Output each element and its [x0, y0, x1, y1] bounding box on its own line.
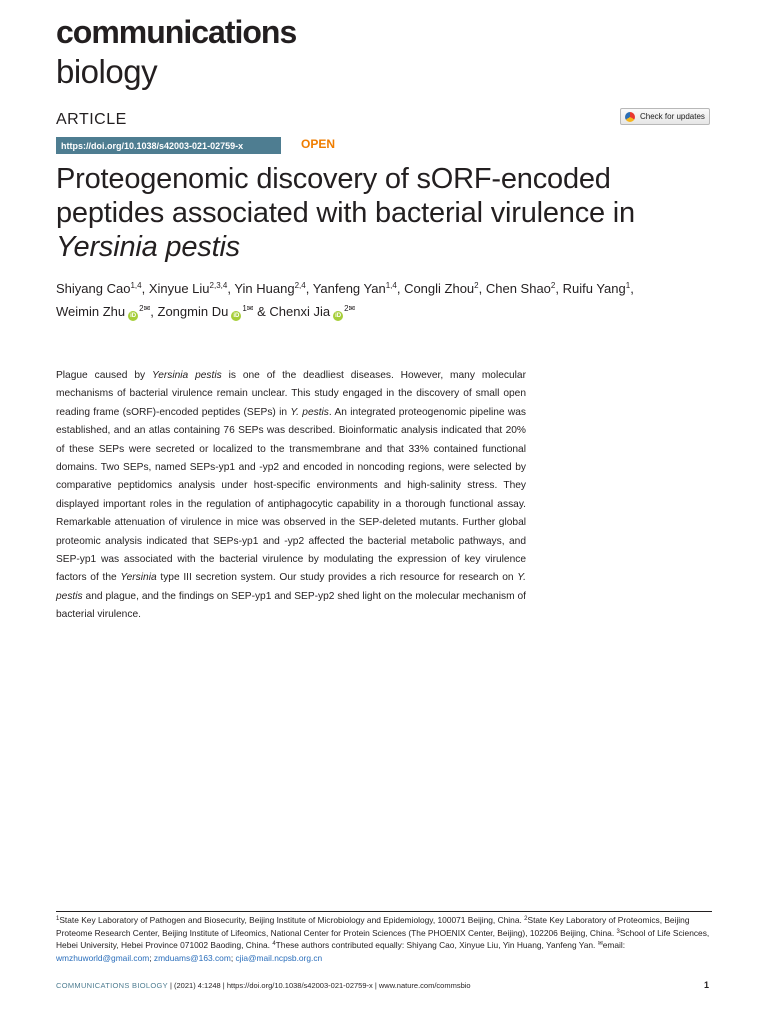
author-affiliation: 2	[474, 281, 479, 290]
author-separator: &	[253, 304, 270, 319]
author[interactable]: Chenxi Jia	[269, 304, 331, 319]
author[interactable]: Xinyue Liu	[148, 281, 210, 296]
open-access-label: OPEN	[301, 137, 336, 151]
author[interactable]: Congli Zhou	[404, 281, 475, 296]
author[interactable]: Chen Shao	[485, 281, 551, 296]
footer-citation: | (2021) 4:1248 | https://doi.org/10.1038/s42003-021-02759-x | www.nature.com/commsbio	[167, 981, 471, 990]
doi-badge[interactable]: https://doi.org/10.1038/s42003-021-02759-x	[56, 137, 281, 154]
author-affiliation: 1,4	[130, 281, 142, 290]
author-separator: ,	[478, 281, 486, 296]
author[interactable]: Weimin Zhu	[56, 304, 126, 319]
journal-name-line2: biology	[56, 53, 158, 90]
email-icon: ✉	[597, 941, 603, 947]
email-link[interactable]: zmduams@163.com	[153, 952, 231, 963]
footnote-divider	[56, 911, 712, 912]
author-separator: ,	[227, 281, 235, 296]
author-separator: ,	[305, 281, 313, 296]
title-line-3: Yersinia pestis	[56, 231, 240, 263]
orcid-icon[interactable]: iD	[130, 313, 137, 319]
email-link[interactable]: cjia@mail.ncpsb.org.cn	[235, 952, 323, 963]
title-line-2: peptides associated with bacterial virulence in	[56, 197, 635, 229]
author[interactable]: Zongmin Du	[157, 304, 229, 319]
author-list	[56, 277, 716, 323]
author[interactable]: Yin Huang	[234, 281, 295, 296]
title-line-1: Proteogenomic discovery of sORF-encoded	[56, 163, 611, 195]
crossmark-icon	[625, 112, 635, 122]
author[interactable]: Yanfeng Yan	[312, 281, 386, 296]
author-separator: ,	[150, 304, 158, 319]
author-separator: ,	[396, 281, 405, 296]
check-for-updates-button[interactable]	[620, 108, 710, 125]
author-affiliation: 1,4	[385, 281, 397, 290]
page-number: 1	[704, 980, 710, 990]
email-link[interactable]: wmzhuworld@gmail.com	[56, 952, 150, 963]
affiliations-footnote: $^1$State Key Laboratory of Pathogen and Biosecurity, Beijing Institute of Microbiology and Epidemiology, 100071 Beijing, China. $^2$State Key Laboratory of Proteomics, Beijing Proteome Research Center, Beijing Institute of Lifeomics, National Center for Protein Sciences (The PHOENIX Center, Beijing), 102206 Beijing, China. $^3$School of Life Sciences, Hebei University, Hebei Province 071002 Baoding, China. $^4$These authors contributed equally: Shiyang Cao, Xinyue Liu, Yin Huang, Yanfeng Yan. ✉email: wmzhuworld@gmail.com; zmduams@163.com; cjia@mail.ncpsb.org.cn	[56, 915, 710, 963]
article-title	[56, 162, 696, 264]
author-affiliation: 2	[550, 281, 556, 290]
author-affiliation: 2✉	[344, 304, 356, 313]
journal-name-line1: communications	[56, 14, 297, 50]
author-affiliation: 2✉	[139, 304, 151, 313]
author[interactable]: Ruifu Yang	[562, 281, 626, 296]
abstract: Plague caused by Yersinia pestis is one of the deadliest diseases. However, many molecular mechanisms of bacterial virulence remain unclear. This study engaged in the discovery of small open reading frame (sORF)-encoded peptides (SEPs) in Y. pestis. An integrated proteogenomic pipeline was established, and an atlas containing 76 SEPs was described. Bioinformatic analysis indicated that 20% of these SEPs were secreted or localized to the transmembrane and that 33% contained functional domains. Two SEPs, named SEPs-yp1 and -yp2 and encoded in noncoding regions, were selected by comparative peptidomics analysis under host-specific environments and high-salinity stress. They displayed important roles in the regulation of antiphagocytic capability in a thorough functional assay. Remarkable attenuation of virulence in mice was observed in the SEP-deleted mutants. Further global proteomic analysis indicated that SEPs-yp1 and -yp2 affected the bacterial metabolic pathways, and SEP-yp1 was associated with the bacterial virulence by modulating the expression of key virulence factors of the Yersinia type III secretion system. Our study provides a rich resource for research on Y. pestis and plague, and the findings on SEP-yp1 and SEP-yp2 shed light on the molecular mechanism of bacterial virulence.	[56, 370, 526, 621]
author-separator: ,	[555, 281, 563, 296]
author-affiliation: 1✉	[242, 304, 254, 313]
orcid-icon[interactable]: iD	[233, 313, 240, 319]
author-affiliation: 2,4	[294, 281, 306, 290]
author-separator: ,	[141, 281, 149, 296]
check-for-updates-label: Check for updates	[640, 112, 705, 121]
author-affiliation: 1	[625, 281, 631, 290]
author-affiliation: 2,3,4	[209, 281, 228, 290]
footer-journal-name: COMMUNICATIONS BIOLOGY	[56, 981, 168, 990]
orcid-icon[interactable]: iD	[335, 313, 342, 319]
author[interactable]: Shiyang Cao	[56, 281, 131, 296]
page-footer	[56, 981, 712, 990]
article-type: ARTICLE	[56, 111, 127, 128]
author-separator: ,	[630, 281, 634, 296]
